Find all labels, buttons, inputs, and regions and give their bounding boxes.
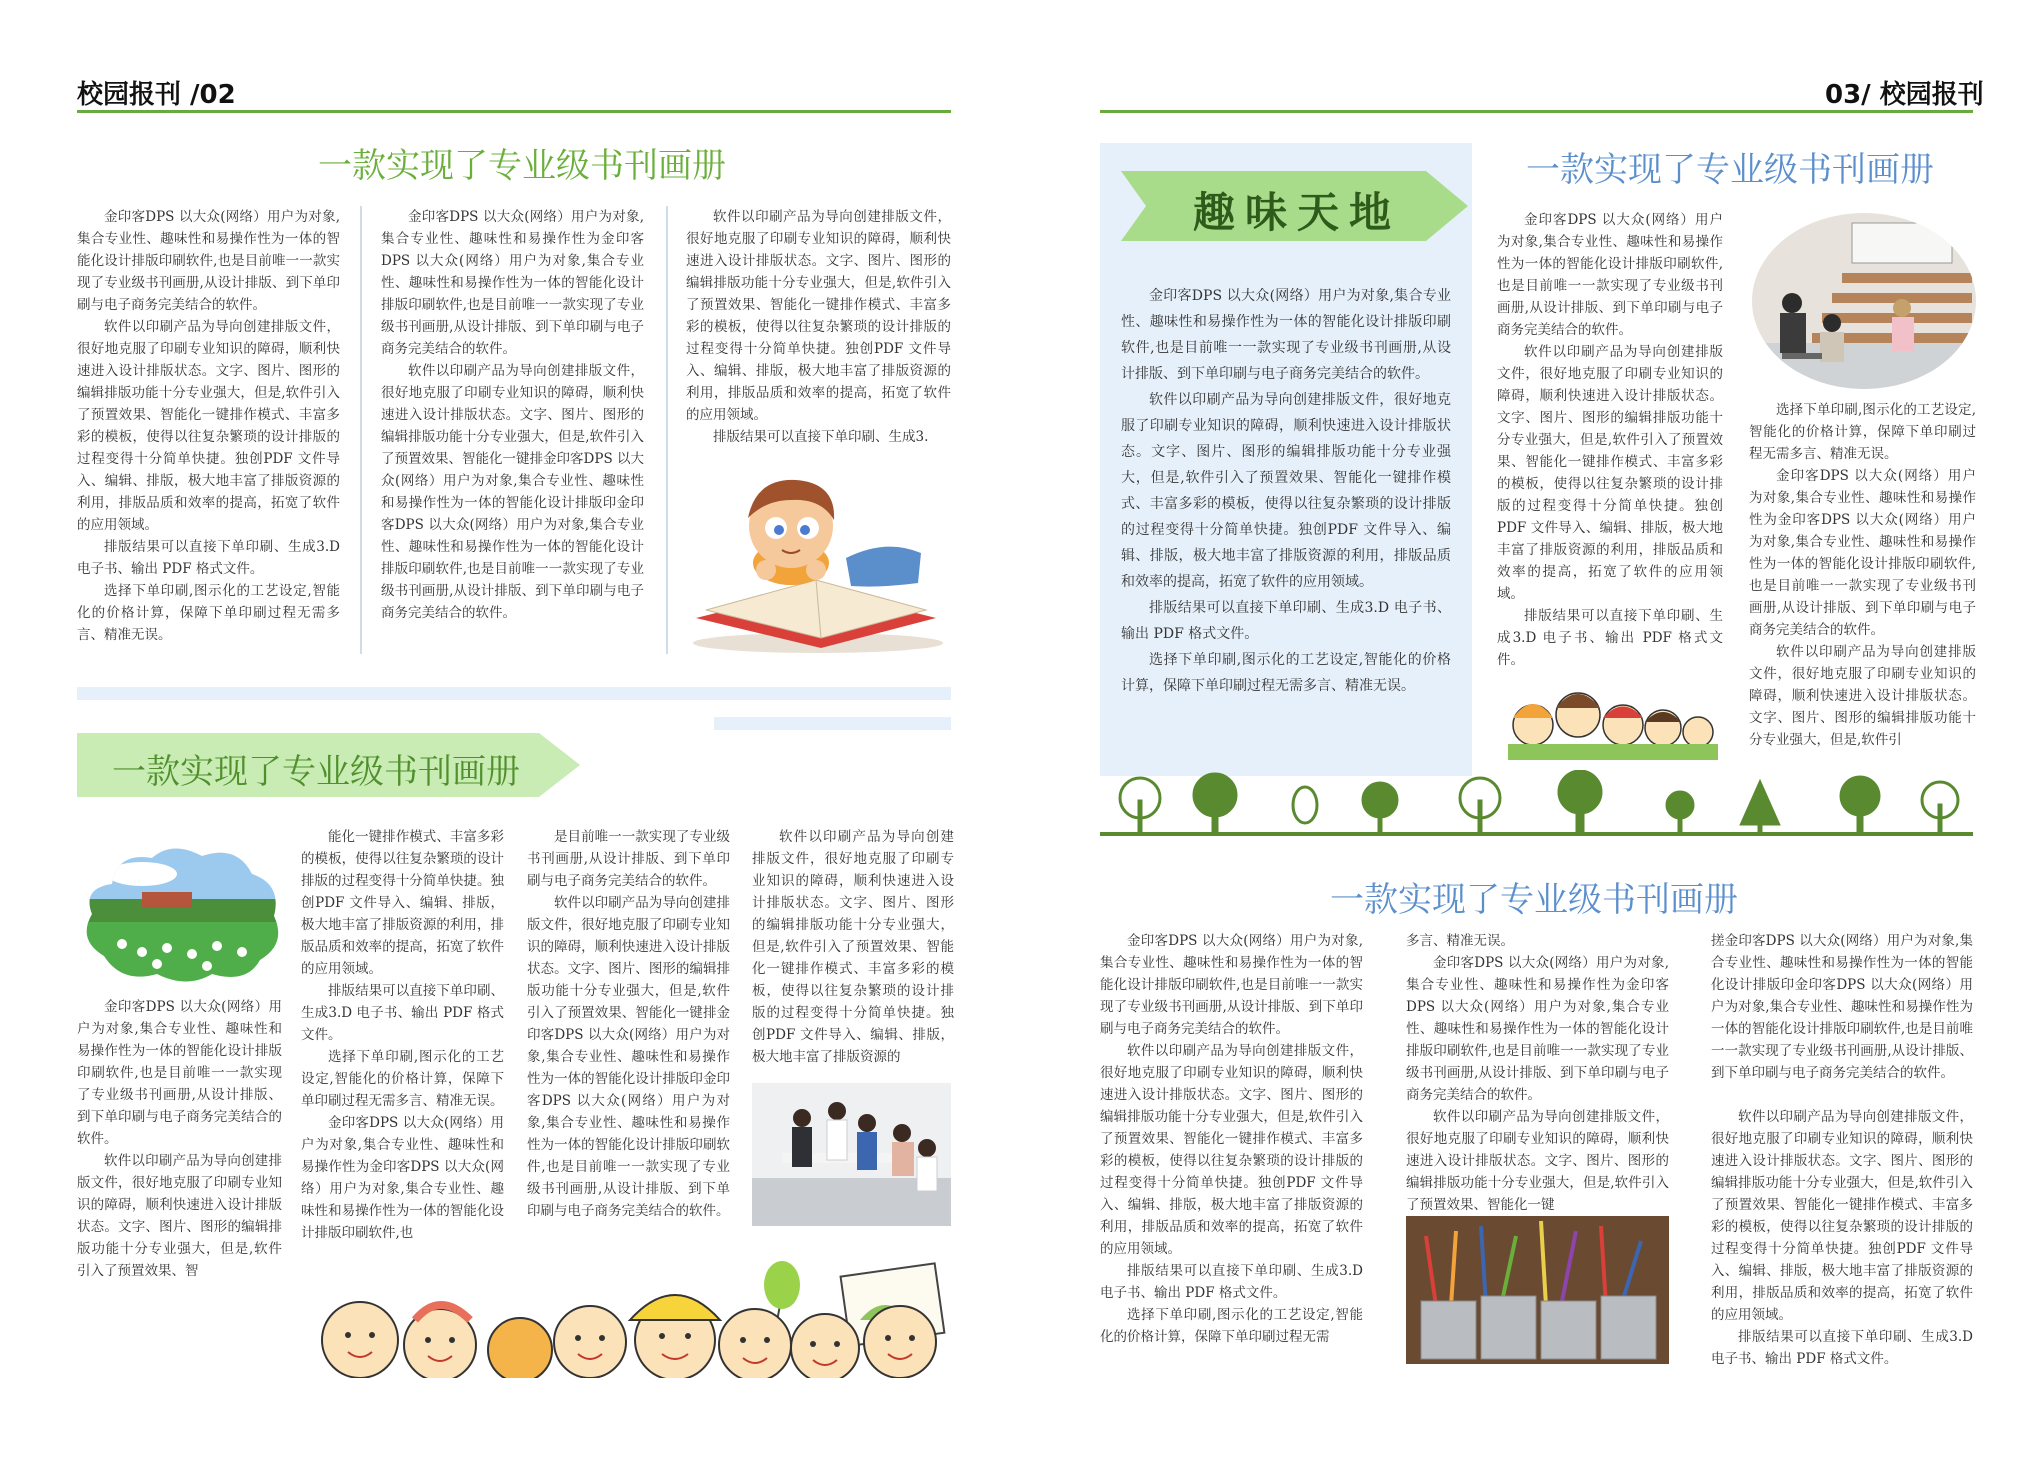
column-divider xyxy=(666,206,668,654)
left-bottom-col3 xyxy=(527,826,730,1222)
right-top-col-mid xyxy=(1497,209,1723,671)
paragraph: 金印客DPS 以大众(网络）用户为对象,集合专业性、趣味性和易操作性为一体的智能化设计排版印刷软件,也是目前唯一一款实现了专业级书刊画册,从设计排版、到下单印刷与电子商务完美结合的软件。 xyxy=(77,209,340,313)
trees-strip xyxy=(1100,770,1973,840)
paragraph: 金印客DPS 以大众(网络）用户为对象,集合专业性、趣味性和易操作性为金印客DPS 以大众(网络）用户为对象,集合专业性、趣味性和易操作性为一体的智能化设计排版印刷软件,也 xyxy=(301,1115,504,1241)
paragraph: 排版结果可以直接下单印刷、生成3.D 电子书、输出 PDF 格式文件。 xyxy=(1100,1263,1363,1301)
left-top-title: 一款实现了专业级书刊画册 xyxy=(318,146,726,186)
right-bottom-title: 一款实现了专业级书刊画册 xyxy=(1330,880,1738,920)
paragraph: 选择下单印刷,图示化的工艺设定,智能化的价格计算，保障下单印刷过程无需多言、精准无误。 xyxy=(77,583,340,643)
art-supplies-photo xyxy=(1406,1216,1669,1364)
field-photo xyxy=(82,844,282,982)
left-bottom-col2 xyxy=(301,826,504,1244)
paragraph: 软件以印刷产品为导向创建排版文件，很好地克服了印刷专业知识的障碍，顺利快速进入设计排版状态。文字、图片、图形的编辑排版功能十分专业强大，但是,软件引入了预置效果、智能化一键排作模式、丰富多彩的模板，使得以往复杂繁琐的设计排版的过程变得十分简单快捷。独创PDF 文件导入、编辑、排版，极大地丰富了排版资源的 xyxy=(752,829,954,1065)
paragraph: 能化一键排作模式、丰富多彩的模板，使得以往复杂繁琐的设计排版的过程变得十分简单快捷。独创PDF 文件导入、编辑、排版，极大地丰富了排版资源的利用，排版品质和效率的提高，拓宽了软件的应用领域。 xyxy=(301,829,504,977)
right-header-rule xyxy=(1100,110,1973,113)
right-bottom-col3-top xyxy=(1711,930,1973,1084)
paragraph: 金印客DPS 以大众(网络）用户为对象,集合专业性、趣味性和易操作性为金印客DPS 以大众(网络）用户为对象,集合专业性、趣味性和易操作性为一体的智能化设计排版印刷软件,也是目前唯一一款实现了专业级书刊画册,从设计排版、到下单印刷与电子商务完美结合的软件。 xyxy=(1749,468,1976,638)
left-bottom-title: 一款实现了专业级书刊画册 xyxy=(112,752,520,792)
paragraph: 软件以印刷产品为导向创建排版文件，很好地克服了印刷专业知识的障碍，顺利快速进入设计排版状态。文字、图片、图形的编辑排版功能十分专业强大，但是,软件引入了预置效果、智能化一键排作模式、丰富多彩的模板，使得以往复杂繁琐的设计排版的过程变得十分简单快捷。独创PDF 文件导入、编辑、排版，极大地丰富了排版资源的利用，排版品质和效率的提高，拓宽了软件的应用领域。 xyxy=(1100,1043,1363,1257)
col2-top-line: 多言、精准无误。 xyxy=(1406,933,1514,949)
feature-box-text xyxy=(1121,283,1451,699)
paragraph: 选择下单印刷,图示化的工艺设定,智能化的价格计算，保障下单印刷过程无需多言、精准无误。 xyxy=(1749,402,1976,462)
kids-row-illustration xyxy=(300,1250,955,1390)
right-bottom-col3 xyxy=(1711,1106,1973,1370)
paragraph: 金印客DPS 以大众(网络）用户为对象,集合专业性、趣味性和易操作性为一体的智能化设计排版印刷软件,也是目前唯一一款实现了专业级书刊画册,从设计排版、到下单印刷与电子商务完美结合的软件。 xyxy=(1100,933,1363,1037)
kids-faces-illustration xyxy=(1508,680,1718,760)
classroom-photo xyxy=(1752,213,1976,389)
decor-bar xyxy=(77,687,951,700)
left-header-rule xyxy=(77,110,951,113)
fun-zone-title: 趣味天地 xyxy=(1193,188,1402,237)
paragraph: 软件以印刷产品为导向创建排版文件，很好地克服了印刷专业知识的障碍，顺利快速进入设计排版状态。文字、图片、图形的编辑排版功能十分专业强大，但是,软件引入了预置效果、智能化一键排作模式、丰富多彩的模板，使得以往复杂繁琐的设计排版的过程变得十分简单快捷。独创PDF 文件导入、编辑、排版，极大地丰富了排版资源的利用，排版品质和效率的提高，拓宽了软件的应用领域。 xyxy=(1121,392,1451,590)
paragraph: 软件以印刷产品为导向创建排版文件，很好地克服了印刷专业知识的障碍，顺利快速进入设计排版状态。文字、图片、图形的编辑排版功能十分专业强大，但是,软件引入了预置效果、智能化一键排金印客DPS 以大众(网络）用户为对象,集合专业性、趣味性和易操作性为一体的智能化设计排版印金印客DPS 以大众(网络）用户为对象,集合专业性、趣味性和易操作性为一体的智能化设计排版印刷软件,也是目前唯一一款实现了专业级书刊画册,从设计排版、到下单印刷与电子商务完美结合的软件。 xyxy=(381,363,644,621)
paragraph: 软件以印刷产品为导向创建排版文件，很好地克服了印刷专业知识的障碍，顺利快速进入设计排版状态。文字、图片、图形的编辑排版功能十分专业强大，但是,软件引入了预置效果、智能化一键排作模式、丰富多彩的模板，使得以往复杂繁琐的设计排版的过程变得十分简单快捷。独创PDF 文件导入、编辑、排版，极大地丰富了排版资源的利用，排版品质和效率的提高，拓宽了软件的应用领域。 xyxy=(77,319,340,533)
right-bottom-col1 xyxy=(1100,930,1363,1348)
paragraph: 金印客DPS 以大众(网络）用户为对象,集合专业性、趣味性和易操作性为一体的智能化设计排版印刷软件,也是目前唯一一款实现了专业级书刊画册,从设计排版、到下单印刷与电子商务完美结合的软件。 xyxy=(1497,212,1723,338)
right-bottom-col2-top xyxy=(1406,930,1669,952)
paragraph: 软件以印刷产品为导向创建排版文件，很好地克服了印刷专业知识的障碍，顺利快速进入设计排版状态。文字、图片、图形的编辑排版功能十分专业强大，但是,软件引入了预置效果、智能化一键排金印客DPS 以大众(网络）用户为对象,集合专业性、趣味性和易操作性为一体的智能化设计排版印金印客DPS 以大众(网络）用户为对象,集合专业性、趣味性和易操作性为一体的智能化设计排版印刷软件,也是目前唯一一款实现了专业级书刊画册,从设计排版、到下单印刷与电子商务完美结合的软件。 xyxy=(527,895,730,1219)
paragraph: 软件以印刷产品为导向创建排版文件，很好地克服了印刷专业知识的障碍，顺利快速进入设计排版状态。文字、图片、图形的编辑排版功能十分专业强大，但是,软件引 xyxy=(1749,644,1976,748)
students-photo xyxy=(752,1083,951,1226)
left-page-header: 校园报刊 /02 xyxy=(77,80,236,110)
paragraph: 排版结果可以直接下单印刷、生成3.D 电子书、输出 PDF 格式文件。 xyxy=(1121,600,1451,642)
col3-top-para: 搓金印客DPS 以大众(网络）用户为对象,集合专业性、趣味性和易操作性为一体的智能化设计排版印金印客DPS 以大众(网络）用户为对象,集合专业性、趣味性和易操作性为一体的智能化设计排版印刷软件,也是目前唯一一款实现了专业级书刊画册,从设计排版、到下单印刷与电子商务完美结合的软件。 xyxy=(1711,933,1973,1081)
decor-bar xyxy=(714,717,951,730)
paragraph: 金印客DPS 以大众(网络）用户为对象,集合专业性、趣味性和易操作性为一体的智能化设计排版印刷软件,也是目前唯一一款实现了专业级书刊画册,从设计排版、到下单印刷与电子商务完美结合的软件。 xyxy=(77,999,282,1147)
right-bottom-col2 xyxy=(1406,952,1669,1216)
paragraph: 是目前唯一一款实现了专业级书刊画册,从设计排版、到下单印刷与电子商务完美结合的软件。 xyxy=(527,829,730,889)
paragraph: 选择下单印刷,图示化的工艺设定,智能化的价格计算，保障下单印刷过程无需 xyxy=(1100,1307,1363,1345)
paragraph: 金印客DPS 以大众(网络）用户为对象,集合专业性、趣味性和易操作性为一体的智能化设计排版印刷软件,也是目前唯一一款实现了专业级书刊画册,从设计排版、到下单印刷与电子商务完美结合的软件。 xyxy=(1121,288,1451,382)
paragraph: 排版结果可以直接下单印刷、生成3.D 电子书、输出 PDF 格式文件。 xyxy=(1497,608,1723,668)
boy-reading-illustration xyxy=(686,458,951,658)
paragraph: 软件以印刷产品为导向创建排版文件，很好地克服了印刷专业知识的障碍，顺利快速进入设计排版状态。文字、图片、图形的编辑排版功能十分专业强大，但是,软件引入了预置效果、智能化一键 xyxy=(1406,1109,1669,1213)
left-bottom-col4 xyxy=(752,826,954,1068)
right-page-header: 03/ 校园报刊 xyxy=(1825,80,1984,110)
paragraph: 软件以印刷产品为导向创建排版文件，很好地克服了印刷专业知识的障碍，顺利快速进入设计排版状态。文字、图片、图形的编辑排版功能十分专业强大，但是,软件引入了预置效果、智 xyxy=(77,1153,282,1279)
paragraph: 选择下单印刷,图示化的工艺设定,智能化的价格计算，保障下单印刷过程无需多言、精准无误。 xyxy=(301,1049,504,1109)
paragraph: 排版结果可以直接下单印刷、生成3.D 电子书、输出 PDF 格式文件。 xyxy=(77,539,340,577)
paragraph: 软件以印刷产品为导向创建排版文件，很好地克服了印刷专业知识的障碍，顺利快速进入设计排版状态。文字、图片、图形的编辑排版功能十分专业强大，但是,软件引入了预置效果、智能化一键排作模式、丰富多彩的模板，使得以往复杂繁琐的设计排版的过程变得十分简单快捷。独创PDF 文件导入、编辑、排版，极大地丰富了排版资源的利用，排版品质和效率的提高，拓宽了软件的应用领域。 xyxy=(686,209,951,423)
paragraph: 金印客DPS 以大众(网络）用户为对象,集合专业性、趣味性和易操作性为金印客DPS 以大众(网络）用户为对象,集合专业性、趣味性和易操作性为一体的智能化设计排版印刷软件,也是目前唯一一款实现了专业级书刊画册,从设计排版、到下单印刷与电子商务完美结合的软件。 xyxy=(1406,955,1669,1103)
paragraph: 排版结果可以直接下单印刷、生成3.D 电子书、输出 PDF 格式文件。 xyxy=(1711,1329,1973,1367)
left-top-col2 xyxy=(381,206,644,624)
column-divider xyxy=(360,206,362,654)
paragraph: 软件以印刷产品为导向创建排版文件，很好地克服了印刷专业知识的障碍，顺利快速进入设计排版状态。文字、图片、图形的编辑排版功能十分专业强大，但是,软件引入了预置效果、智能化一键排作模式、丰富多彩的模板，使得以往复杂繁琐的设计排版的过程变得十分简单快捷。独创PDF 文件导入、编辑、排版，极大地丰富了排版资源的利用，排版品质和效率的提高，拓宽了软件的应用领域。 xyxy=(1497,344,1723,602)
paragraph: 排版结果可以直接下单印刷、生成3. xyxy=(713,429,929,445)
right-top-title: 一款实现了专业级书刊画册 xyxy=(1526,150,1934,190)
paragraph: 选择下单印刷,图示化的工艺设定,智能化的价格计算，保障下单印刷过程无需多言、精准无误。 xyxy=(1121,652,1451,694)
paragraph: 金印客DPS 以大众(网络）用户为对象,集合专业性、趣味性和易操作性为金印客 DPS 以大众(网络）用户为对象,集合专业性、趣味性和易操作性为一体的智能化设计排版印刷软件,也是目前唯一一款实现了专业级书刊画册,从设计排版、到下单印刷与电子商务完美结合的软件。 xyxy=(381,209,644,357)
left-top-col3 xyxy=(686,206,951,448)
left-bottom-col1 xyxy=(77,996,282,1282)
left-top-col1 xyxy=(77,206,340,646)
paragraph: 排版结果可以直接下单印刷、生成3.D 电子书、输出 PDF 格式文件。 xyxy=(301,983,504,1043)
right-top-col-right xyxy=(1749,399,1976,751)
paragraph: 软件以印刷产品为导向创建排版文件，很好地克服了印刷专业知识的障碍，顺利快速进入设计排版状态。文字、图片、图形的编辑排版功能十分专业强大，但是,软件引入了预置效果、智能化一键排作模式、丰富多彩的模板，使得以往复杂繁琐的设计排版的过程变得十分简单快捷。独创PDF 文件导入、编辑、排版，极大地丰富了排版资源的利用，排版品质和效率的提高，拓宽了软件的应用领域。 xyxy=(1711,1109,1973,1323)
